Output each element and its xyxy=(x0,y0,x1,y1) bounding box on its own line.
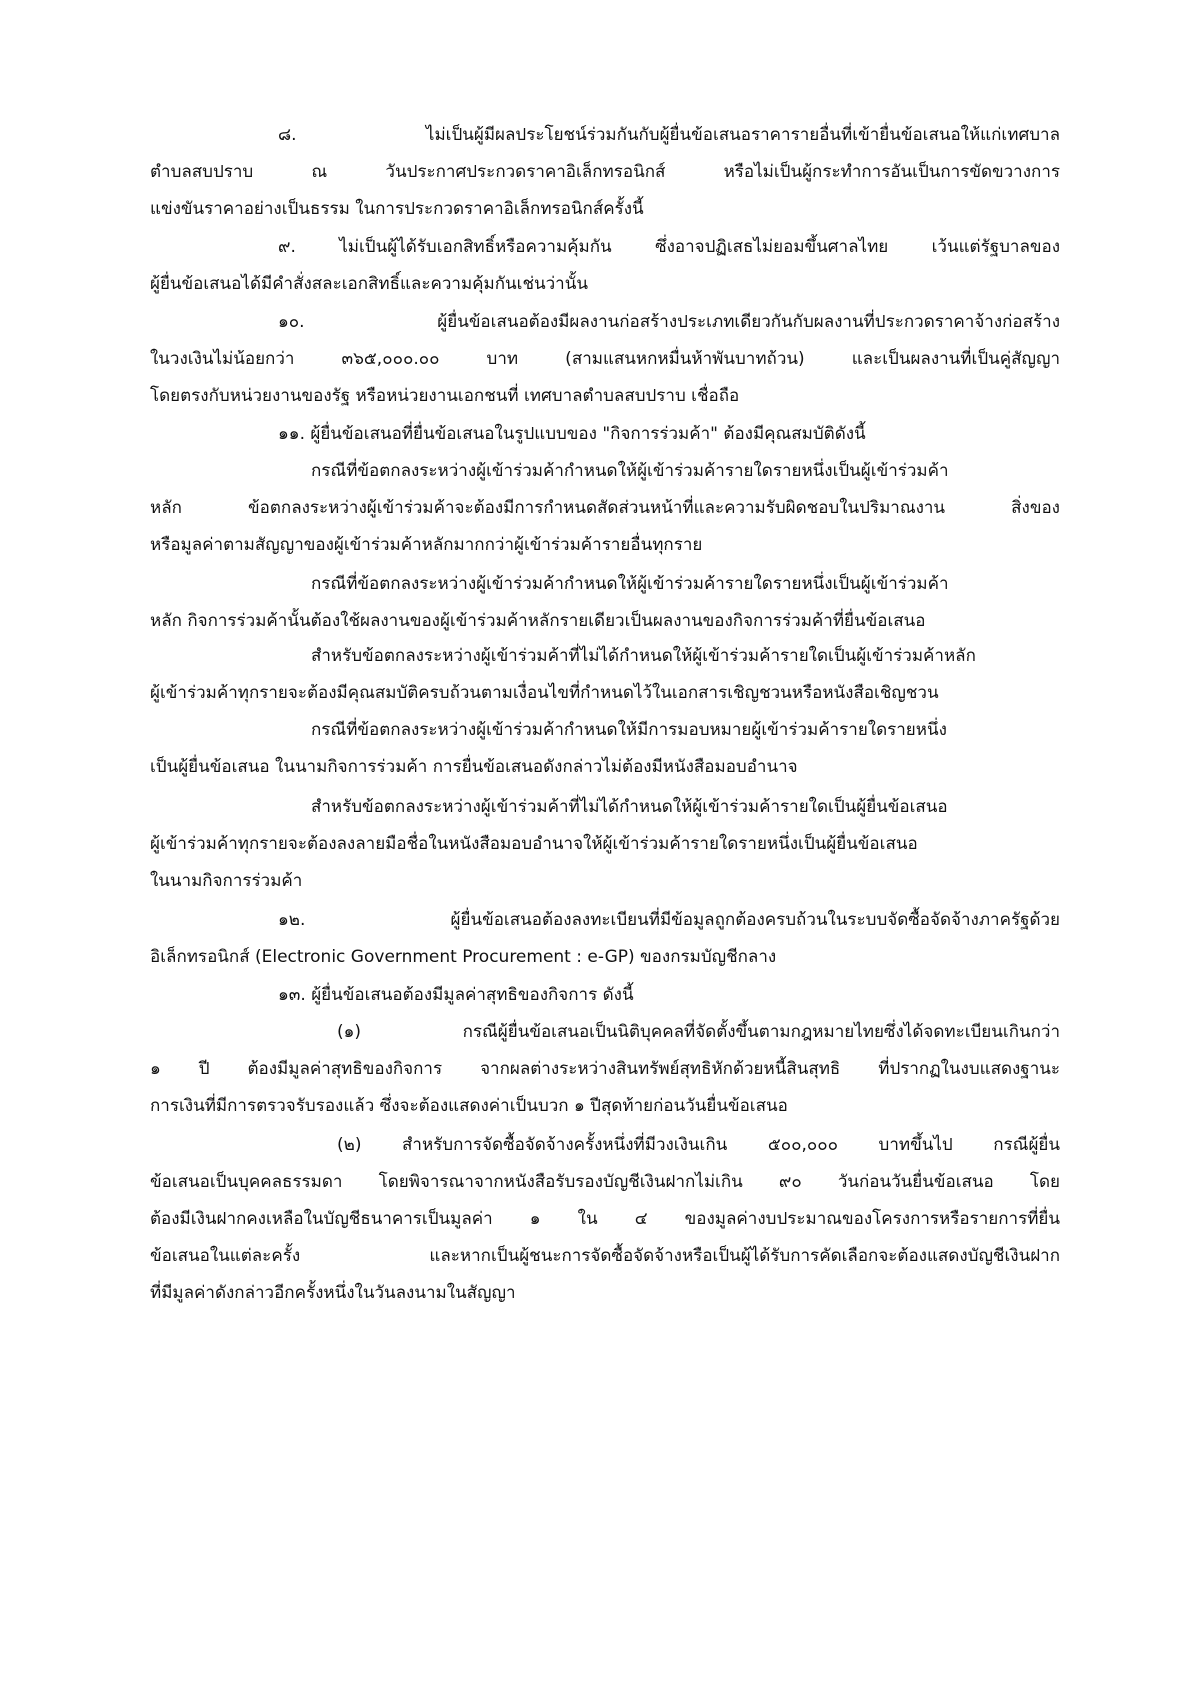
clause-11-case-2-line-1: กรณีที่ข้อตกลงระหว่างผู้เข้าร่วมค้ากำหนดให้ผู้เข้าร่วมค้ารายใดรายหนึ่งเป็นผู้เข้าร่วมค้า xyxy=(311,574,949,594)
clause-11-case-1-line-2: หลัก ข้อตกลงระหว่างผู้เข้าร่วมค้าจะต้องมีการกำหนดสัดส่วนหน้าที่และความรับผิดชอบในปริมาณงาน สิ่งของ xyxy=(150,498,1060,518)
clause-13-sub-1-line-3: การเงินที่มีการตรวจรับรองแล้ว ซึ่งจะต้องแสดงค่าเป็นบวก ๑ ปีสุดท้ายก่อนวันยื่นข้อเสนอ xyxy=(150,1096,788,1116)
clause-11-case-1-line-3: หรือมูลค่าตามสัญญาของผู้เข้าร่วมค้าหลักมากกว่าผู้เข้าร่วมค้ารายอื่นทุกราย xyxy=(150,535,703,555)
clause-9-line-1: ๙. ไม่เป็นผู้ได้รับเอกสิทธิ์หรือความคุ้มกัน ซึ่งอาจปฏิเสธไม่ยอมขึ้นศาลไทย เว้นแต่รัฐบาลของ xyxy=(278,237,1060,257)
clause-11-case-4-line-1: กรณีที่ข้อตกลงระหว่างผู้เข้าร่วมค้ากำหนดให้มีการมอบหมายผู้เข้าร่วมค้ารายใดรายหนึ่ง xyxy=(311,720,947,740)
clause-11-case-5-line-1: สำหรับข้อตกลงระหว่างผู้เข้าร่วมค้าที่ไม่ได้กำหนดให้ผู้เข้าร่วมค้ารายใดเป็นผู้ยื่นข้อเสนอ xyxy=(311,797,948,817)
clause-11-case-2-line-2: หลัก กิจการร่วมค้านั้นต้องใช้ผลงานของผู้เข้าร่วมค้าหลักรายเดียวเป็นผลงานของกิจการร่วมค้าที่ยื่นข้อเสนอ xyxy=(150,611,926,631)
clause-13-sub-2-line-2: ข้อเสนอเป็นบุคคลธรรมดา โดยพิจารณาจากหนังสือรับรองบัญชีเงินฝากไม่เกิน ๙๐ วันก่อนวันยื่นข้อเสนอ โดย xyxy=(150,1172,1060,1192)
clause-11-case-4-line-2: เป็นผู้ยื่นข้อเสนอ ในนามกิจการร่วมค้า การยื่นข้อเสนอดังกล่าวไม่ต้องมีหนังสือมอบอำนาจ xyxy=(150,757,798,777)
clause-8-line-3: แข่งขันราคาอย่างเป็นธรรม ในการประกวดราคาอิเล็กทรอนิกส์ครั้งนี้ xyxy=(150,199,644,219)
clause-13-sub-2-line-4: ข้อเสนอในแต่ละครั้ง และหากเป็นผู้ชนะการจัดซื้อจัดจ้างหรือเป็นผู้ได้รับการคัดเลือกจะต้องแสดงบัญชีเงินฝาก xyxy=(150,1246,1060,1266)
clause-11-case-1-line-1: กรณีที่ข้อตกลงระหว่างผู้เข้าร่วมค้ากำหนดให้ผู้เข้าร่วมค้ารายใดรายหนึ่งเป็นผู้เข้าร่วมค้า xyxy=(311,461,949,481)
clause-10-line-2: ในวงเงินไม่น้อยกว่า ๓๖๕,๐๐๐.๐๐ บาท (สามแสนหกหมื่นห้าพันบาทถ้วน) และเป็นผลงานที่เป็นคู่สัญญา xyxy=(150,349,1060,369)
clause-12-line-1: ๑๒. ผู้ยื่นข้อเสนอต้องลงทะเบียนที่มีข้อมูลถูกต้องครบถ้วนในระบบจัดซื้อจัดจ้างภาครัฐด้วย xyxy=(278,910,1060,930)
clause-11-heading: ๑๑. ผู้ยื่นข้อเสนอที่ยื่นข้อเสนอในรูปแบบของ "กิจการร่วมค้า" ต้องมีคุณสมบัติดังนี้ xyxy=(278,424,866,444)
clause-13-sub-2-line-1: (๒) สำหรับการจัดซื้อจัดจ้างครั้งหนึ่งที่มีวงเงินเกิน ๕๐๐,๐๐๐ บาทขึ้นไป กรณีผู้ยื่น xyxy=(337,1135,1060,1155)
clause-11-case-3-line-2: ผู้เข้าร่วมค้าทุกรายจะต้องมีคุณสมบัติครบถ้วนตามเงื่อนไขที่กำหนดไว้ในเอกสารเชิญชวนหรือหนังสือเชิญชวน xyxy=(150,683,939,703)
clause-13-sub-1-line-2: ๑ ปี ต้องมีมูลค่าสุทธิของกิจการ จากผลต่างระหว่างสินทรัพย์สุทธิหักด้วยหนี้สินสุทธิ ที่ปรากฏในงบแสดงฐานะ xyxy=(150,1059,1060,1079)
clause-13-heading: ๑๓. ผู้ยื่นข้อเสนอต้องมีมูลค่าสุทธิของกิจการ ดังนี้ xyxy=(278,985,634,1005)
clause-8-line-1: ๘. ไม่เป็นผู้มีผลประโยชน์ร่วมกันกับผู้ยื่นข้อเสนอราคารายอื่นที่เข้ายื่นข้อเสนอให้แก่เทศบาล xyxy=(278,125,1060,145)
clause-13-sub-2-line-3: ต้องมีเงินฝากคงเหลือในบัญชีธนาคารเป็นมูลค่า ๑ ใน ๔ ของมูลค่างบประมาณของโครงการหรือรายการที่ยื่น xyxy=(150,1209,1060,1229)
clause-13-sub-1-line-1: (๑) กรณีผู้ยื่นข้อเสนอเป็นนิติบุคคลที่จัดตั้งขึ้นตามกฎหมายไทยซึ่งได้จดทะเบียนเกินกว่า xyxy=(337,1022,1060,1042)
clause-11-case-5-line-3: ในนามกิจการร่วมค้า xyxy=(150,871,303,891)
clause-13-sub-2-line-5: ที่มีมูลค่าดังกล่าวอีกครั้งหนึ่งในวันลงนามในสัญญา xyxy=(150,1283,516,1303)
clause-8-line-2: ตำบลสบปราบ ณ วันประกาศประกวดราคาอิเล็กทรอนิกส์ หรือไม่เป็นผู้กระทำการอันเป็นการขัดขวางการ xyxy=(150,162,1060,182)
clause-10-line-3: โดยตรงกับหน่วยงานของรัฐ หรือหน่วยงานเอกชนที่ เทศบาลตำบลสบปราบ เชื่อถือ xyxy=(150,386,740,406)
clause-11-case-5-line-2: ผู้เข้าร่วมค้าทุกรายจะต้องลงลายมือชื่อในหนังสือมอบอำนาจให้ผู้เข้าร่วมค้ารายใดรายหนึ่งเป็นผู้ยื่นข้อเสนอ xyxy=(150,834,918,854)
clause-9-line-2: ผู้ยื่นข้อเสนอได้มีคำสั่งสละเอกสิทธิ์และความคุ้มกันเช่นว่านั้น xyxy=(150,274,588,294)
clause-11-case-3-line-1: สำหรับข้อตกลงระหว่างผู้เข้าร่วมค้าที่ไม่ได้กำหนดให้ผู้เข้าร่วมค้ารายใดเป็นผู้เข้าร่วมค้าหลัก xyxy=(311,646,976,666)
clause-12-line-2: อิเล็กทรอนิกส์ (Electronic Government Procurement : e-GP) ของกรมบัญชีกลาง xyxy=(150,947,777,967)
clause-10-line-1: ๑๐. ผู้ยื่นข้อเสนอต้องมีผลงานก่อสร้างประเภทเดียวกันกับผลงานที่ประกวดราคาจ้างก่อสร้าง xyxy=(278,312,1060,332)
